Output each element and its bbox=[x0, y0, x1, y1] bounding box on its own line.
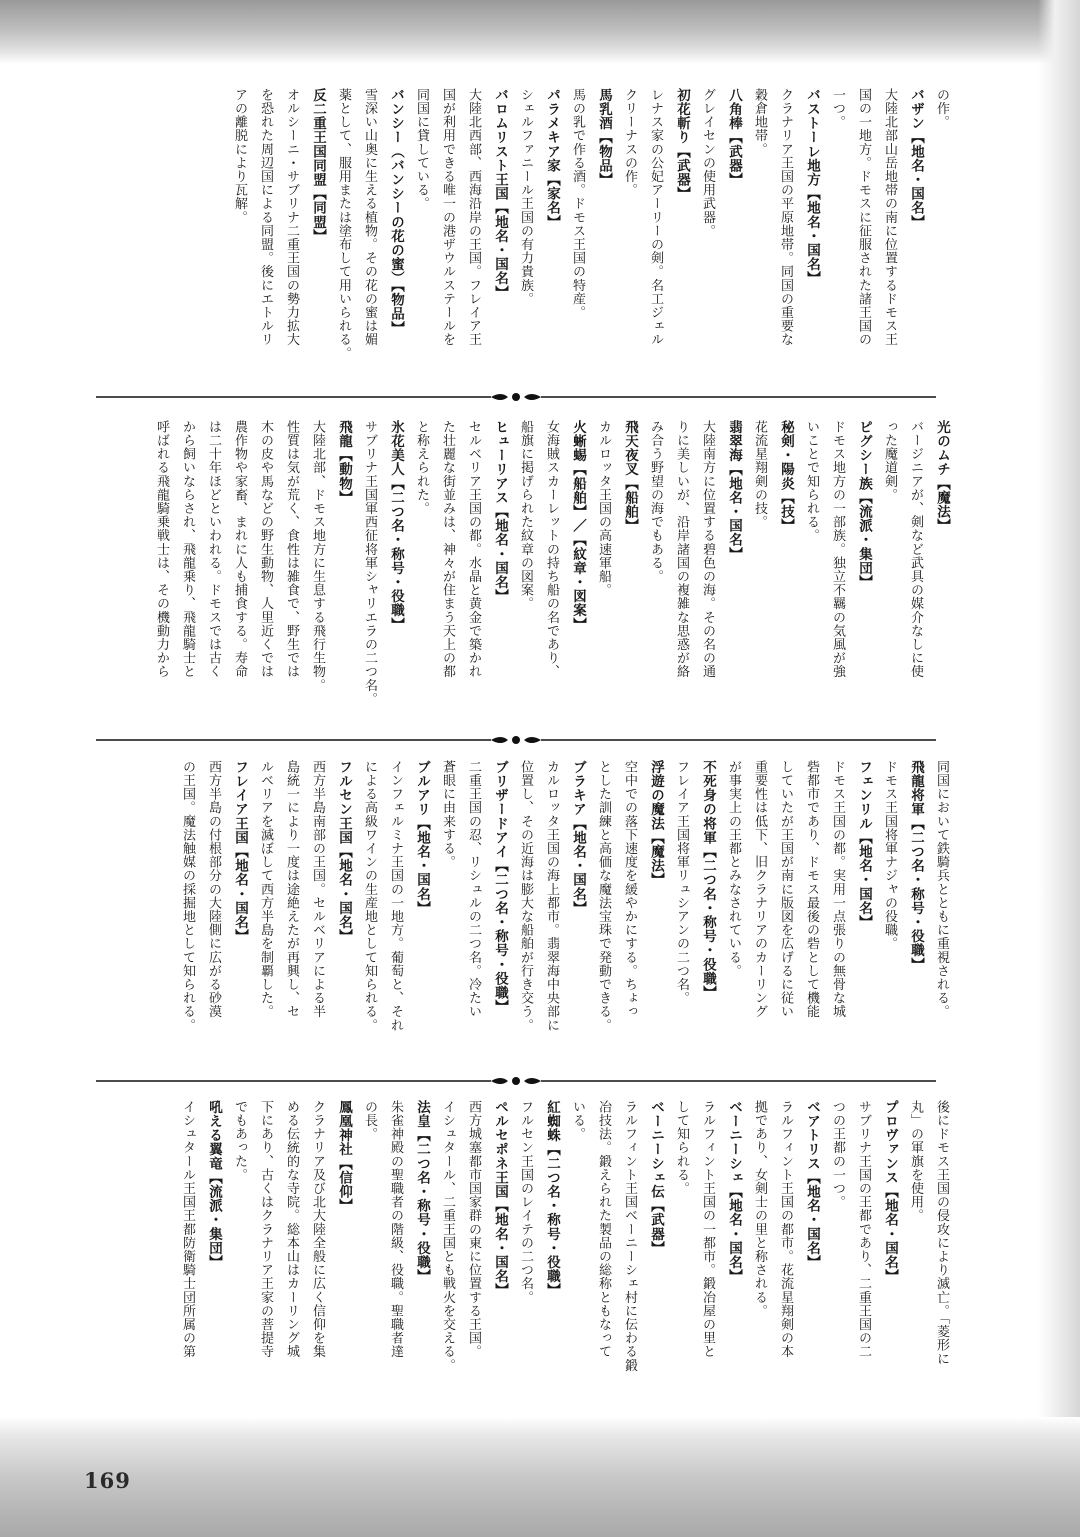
entry-term: 飛天夜叉 bbox=[622, 420, 638, 477]
glossary-entry bbox=[179, 760, 248, 1032]
entry-text-line: セルベリア王国の都。水晶と黄金で築かれ bbox=[466, 420, 481, 679]
entry-text-line: ラルフィント王国の一都市。鍛冶屋の里と bbox=[700, 1100, 715, 1359]
glossary-entry bbox=[933, 760, 950, 1018]
entry-text-line: いる。 bbox=[570, 1100, 585, 1141]
entry-term: フレイア王国 bbox=[232, 760, 248, 845]
entry-term: バストーレ地方 bbox=[804, 88, 820, 187]
entry-term: 秘剣・陽炎 bbox=[778, 420, 794, 491]
glossary-entry bbox=[439, 760, 508, 1018]
glossary-entry bbox=[413, 88, 508, 346]
entry-text-line: ルベリアを滅ぼして西方半島を制覇した。 bbox=[258, 760, 273, 1019]
entry-headline bbox=[569, 760, 586, 1032]
entry-headline bbox=[647, 760, 664, 1032]
entry-text-line: の王国。魔法触媒の採掘地として知られる。 bbox=[180, 760, 195, 1032]
entry-text-line: アの離脱により瓦解。 bbox=[232, 88, 247, 224]
entry-text-line: つの王都の一つ。 bbox=[830, 1100, 845, 1209]
entry-category-tag: 【家名】 bbox=[544, 172, 560, 230]
entry-text-line: 一つ。 bbox=[830, 88, 845, 129]
glossary-entry bbox=[907, 1100, 950, 1366]
glossary-entry bbox=[673, 1100, 742, 1358]
entry-text-line: ラルフィント王国ベーニーシェ村に伝わる鍛 bbox=[622, 1100, 637, 1372]
glossary-entry bbox=[621, 88, 690, 346]
entry-category-tag: 【地名・国名】 bbox=[492, 504, 508, 604]
entry-term: 浮遊の魔法 bbox=[648, 760, 664, 831]
entry-headline bbox=[803, 88, 820, 346]
entry-headline bbox=[699, 760, 716, 1005]
entry-text-line: た壮麗な街並みは、神々が住まう天上の都 bbox=[440, 420, 455, 679]
entry-headline bbox=[803, 1100, 820, 1358]
entry-headline bbox=[205, 1100, 222, 1358]
entry-category-tag: 【地名・国名】 bbox=[414, 816, 430, 916]
entry-term: プロヴァンス bbox=[882, 1100, 898, 1185]
entry-term: 氷花美人 bbox=[388, 420, 404, 477]
entry-category-tag: 【船舶】／【紋章・図案】 bbox=[570, 462, 586, 632]
glossary-entry bbox=[231, 88, 326, 346]
entry-term: 不死身の将軍 bbox=[700, 760, 716, 845]
entry-category-tag: 【動物】 bbox=[336, 448, 352, 505]
entry-headline bbox=[933, 420, 950, 678]
glossary-band-1 bbox=[90, 88, 950, 378]
entry-category-tag: 【地名・国名】 bbox=[726, 1184, 742, 1284]
glossary-entry bbox=[647, 420, 742, 678]
entry-term: ヒューリアス bbox=[492, 420, 508, 505]
glossary-band-2 bbox=[90, 420, 950, 720]
entry-term: フェンリル bbox=[856, 760, 872, 831]
entry-term: パラメキア家 bbox=[544, 88, 560, 173]
entry-headline bbox=[309, 88, 326, 346]
entry-text-line: クリーナスの作。 bbox=[622, 88, 637, 197]
page-number: 169 bbox=[84, 1468, 131, 1493]
entry-text-line: の長。 bbox=[362, 1100, 377, 1141]
entry-category-tag: 【地名・国名】 bbox=[336, 844, 352, 944]
entry-category-tag: 【地名・国名】 bbox=[882, 1184, 898, 1284]
glossary-entry bbox=[751, 1100, 820, 1358]
top-texture bbox=[0, 0, 1080, 64]
entry-text-line: 朱雀神殿の聖職者の階級、役職。聖職者達 bbox=[388, 1100, 403, 1359]
glossary-entry bbox=[257, 760, 352, 1018]
glossary-entry bbox=[751, 88, 820, 346]
entry-category-tag: 【地名・国名】 bbox=[908, 130, 924, 230]
section-divider bbox=[96, 1074, 936, 1088]
entry-text-line: シェルファニール王国の有力貴族。 bbox=[518, 88, 533, 306]
entry-category-tag: 【地名・国名】 bbox=[804, 1170, 820, 1270]
entry-term: 反二重王国同盟 bbox=[310, 88, 326, 187]
entry-headline bbox=[543, 1100, 560, 1304]
glossary-entry bbox=[517, 1100, 560, 1304]
entry-headline bbox=[491, 88, 508, 346]
entry-text-line: オルシーニ・サブリナ二重王国の勢力拡大 bbox=[284, 88, 299, 347]
glossary-entry bbox=[881, 420, 950, 678]
entry-text-line: 大陸北部山岳地帯の南に位置するドモス王 bbox=[882, 88, 897, 347]
entry-text-line: いことで知られる。 bbox=[804, 420, 819, 543]
entry-text-line: は二十年ほどといわれる。ドモスでは古く bbox=[206, 420, 221, 679]
entry-text-line: 国の一地方。ドモスに征服された諸王国の bbox=[856, 88, 871, 347]
entry-text-line: 木の皮や馬などの野生動物、人里近くでは bbox=[258, 420, 273, 679]
glossary-entry bbox=[361, 760, 430, 1032]
glossary-entry bbox=[569, 88, 612, 319]
entry-category-tag: 【同盟】 bbox=[310, 186, 326, 244]
entry-text-line: イシュタール、二重王国とも戦火を交える。 bbox=[440, 1100, 455, 1372]
entry-text-line: 島統一により一度は途絶えたが再興し、セ bbox=[284, 760, 299, 1019]
entry-text-line: カルロッタ王国の高速軍船。 bbox=[596, 420, 611, 597]
glossary-entry bbox=[517, 88, 560, 306]
entry-term: ピグシー族 bbox=[856, 420, 872, 491]
entry-headline bbox=[387, 88, 404, 360]
entry-category-tag: 【武器】 bbox=[726, 130, 742, 187]
entry-text-line: ドモス地方の一部族。独立不羈の気風が強 bbox=[830, 420, 845, 679]
entry-category-tag: 【地名・国名】 bbox=[726, 462, 742, 562]
entry-category-tag: 【地名・国名】 bbox=[856, 830, 872, 930]
entry-term: ベーニーシェ伝 bbox=[648, 1100, 664, 1199]
entry-term: 馬乳酒 bbox=[596, 88, 612, 131]
glossary-entry bbox=[517, 420, 586, 678]
section-divider bbox=[96, 733, 936, 747]
section-divider bbox=[96, 390, 936, 404]
entry-headline bbox=[595, 88, 612, 319]
entry-text-line: 丸」の軍旗を使用。 bbox=[908, 1100, 923, 1223]
entry-category-tag: 【二つ名・称号・役職】 bbox=[388, 476, 404, 632]
entry-category-tag: 【物品】 bbox=[596, 130, 612, 187]
glossary-band-4 bbox=[90, 1100, 950, 1390]
entry-text-line: して知られる。 bbox=[674, 1100, 689, 1196]
entry-text-line: バージニアが、剣など武具の媒介なしに使 bbox=[908, 420, 923, 679]
entry-text-line: 重要性は低下、旧クラナリアのカーリング bbox=[752, 760, 767, 1019]
entry-text-line: を恐れた周辺国による同盟。後にエトルリ bbox=[258, 88, 273, 347]
entry-text-line: カルロッタ王国の海上都市。翡翠海中央部に bbox=[544, 760, 559, 1032]
glossary-band-3 bbox=[90, 760, 950, 1065]
entry-category-tag: 【魔法】 bbox=[934, 476, 950, 533]
right-edge-texture bbox=[1038, 0, 1080, 1537]
entry-category-tag: 【船舶】 bbox=[622, 476, 638, 533]
entry-headline bbox=[491, 760, 508, 1018]
entry-text-line: 空中での落下速度を緩やかにする。ちょっ bbox=[622, 760, 637, 1019]
entry-text-line: 薬として、服用または塗布して用いられる。 bbox=[336, 88, 351, 360]
entry-headline bbox=[855, 420, 872, 678]
entry-text-line: が事実上の王都とみなされている。 bbox=[726, 760, 741, 978]
entry-headline bbox=[413, 1100, 430, 1358]
entry-headline bbox=[725, 420, 742, 678]
entry-headline bbox=[881, 1100, 898, 1358]
entry-category-tag: 【地名・国名】 bbox=[492, 1198, 508, 1298]
entry-term: ベーニーシェ bbox=[726, 1100, 742, 1185]
entry-text-line: 二重王国の忍、リシュルの二つ名。冷たい bbox=[466, 760, 481, 1019]
entry-headline bbox=[621, 420, 638, 597]
entry-text-line: 同国において鉄騎兵とともに重視される。 bbox=[934, 760, 949, 1019]
entry-text-line: 蒼眼に由来する。 bbox=[440, 760, 455, 869]
entry-text-line: と称えられた。 bbox=[414, 420, 429, 516]
entry-text-line: 西方城塞都市国家群の東に位置する王国。 bbox=[466, 1100, 481, 1359]
glossary-entry bbox=[413, 420, 508, 678]
entry-text-line: 西方半島南部の王国。セルベリアによる半 bbox=[310, 760, 325, 1019]
entry-text-line: み合う野望の海でもある。 bbox=[648, 420, 663, 584]
entry-headline bbox=[907, 88, 924, 346]
entry-text-line: 砦都市であり、ドモス最後の砦として機能 bbox=[804, 760, 819, 1019]
entry-headline bbox=[335, 760, 352, 1018]
entry-headline bbox=[231, 760, 248, 1032]
entry-text-line: クラナリア王国の平原地帯。同国の重要な bbox=[778, 88, 793, 347]
entry-headline bbox=[491, 420, 508, 678]
entry-headline bbox=[907, 760, 924, 972]
entry-term: 紅蜘蛛 bbox=[544, 1100, 560, 1143]
glossary-entry bbox=[335, 88, 404, 360]
entry-text-line: 下にあり、古くはクラナリア王家の菩提寺 bbox=[258, 1100, 273, 1359]
entry-term: 飛龍将軍 bbox=[908, 760, 924, 817]
entry-text-line: ドモス王国将軍ナジャの役職。 bbox=[882, 760, 897, 951]
entry-term: 光のムチ bbox=[934, 420, 950, 477]
glossary-entry bbox=[699, 88, 742, 238]
glossary-entry bbox=[361, 420, 404, 706]
glossary-entry bbox=[569, 1100, 664, 1372]
entry-text-line: 位置し、その近海は膨大な船舶が行き交う。 bbox=[518, 760, 533, 1032]
entry-text-line: 雪深い山奥に生える植物。その花の蜜は媚 bbox=[362, 88, 377, 347]
entry-headline bbox=[335, 1100, 352, 1358]
entry-category-tag: 【流派・集団】 bbox=[206, 1170, 222, 1270]
entry-term: 八角棒 bbox=[726, 88, 742, 131]
entry-text-line: りに美しいが、沿岸諸国の複雑な思惑が絡 bbox=[674, 420, 689, 679]
entry-headline bbox=[335, 420, 352, 692]
entry-headline bbox=[569, 420, 586, 678]
glossary-entry bbox=[595, 420, 638, 597]
entry-headline bbox=[725, 1100, 742, 1358]
glossary-entry bbox=[595, 760, 664, 1032]
entry-text-line: 同国に貸している。 bbox=[414, 88, 429, 211]
entry-text-line: レナス家の公妃アーリーの剣。名工ジェル bbox=[648, 88, 663, 347]
entry-term: バンシー（バンシーの花の蜜） bbox=[388, 88, 404, 286]
glossary-entry bbox=[439, 1100, 508, 1372]
entry-term: バザン bbox=[908, 88, 924, 131]
entry-category-tag: 【流派・集団】 bbox=[856, 490, 872, 590]
entry-text-line: 穀倉地帯。 bbox=[752, 88, 767, 156]
entry-text-line: 馬の乳で作る酒。ドモス王国の特産。 bbox=[570, 88, 585, 320]
entry-text-line: フルセン王国のレイテの二つ名。 bbox=[518, 1100, 533, 1304]
entry-text-line: 大陸南方に位置する碧色の海。その名の通 bbox=[700, 420, 715, 679]
entry-category-tag: 【魔法】 bbox=[648, 830, 664, 887]
entry-term: 翡翠海 bbox=[726, 420, 742, 463]
entry-headline bbox=[725, 88, 742, 238]
entry-text-line: 農作物や家畜、まれに人も捕食する。寿命 bbox=[232, 420, 247, 679]
entry-category-tag: 【二つ名・称号・役職】 bbox=[414, 1128, 430, 1284]
entry-term: 火蜥蜴 bbox=[570, 420, 586, 463]
bottom-texture bbox=[0, 1417, 1080, 1537]
entry-term: 飛龍 bbox=[336, 420, 352, 449]
entry-text-line: 拠であり、女剣士の里と称される。 bbox=[752, 1100, 767, 1318]
glossary-entry bbox=[803, 420, 872, 678]
entry-term: ブルアリ bbox=[414, 760, 430, 817]
entry-text-line: 船旗に掲げられた紋章の図案。 bbox=[518, 420, 533, 611]
entry-category-tag: 【地名・国名】 bbox=[492, 200, 508, 300]
entry-category-tag: 【二つ名・称号・役職】 bbox=[908, 816, 924, 972]
entry-text-line: インフェルミナ王国の一地方。葡萄と、それ bbox=[388, 760, 403, 1032]
entry-headline bbox=[855, 760, 872, 1018]
entry-text-line: 後にドモス王国の侵攻により滅亡。「菱形に bbox=[934, 1100, 949, 1366]
entry-text-line: 呼ばれる飛龍騎乗戦士は、その機動力から bbox=[154, 420, 169, 679]
glossary-entry bbox=[725, 760, 872, 1018]
entry-term: ブリザードアイ bbox=[492, 760, 508, 859]
entry-headline bbox=[673, 88, 690, 346]
entry-category-tag: 【技】 bbox=[778, 490, 794, 533]
entry-text-line: でもあった。 bbox=[232, 1100, 247, 1182]
glossary-entry bbox=[829, 88, 924, 346]
entry-term: ブラキア bbox=[570, 760, 586, 817]
glossary-entry bbox=[751, 420, 794, 533]
glossary-entry bbox=[231, 1100, 352, 1358]
entry-text-line: 花流星翔剣の技。 bbox=[752, 420, 767, 529]
entry-term: 法皇 bbox=[414, 1100, 430, 1129]
entry-text-line: 大陸北西部、西海沿岸の王国。フレイア王 bbox=[466, 88, 481, 347]
entry-text-line: める伝統的な寺院。総本山はカーリング城 bbox=[284, 1100, 299, 1359]
entry-text-line: していたが王国が南に版図を広げるに従い bbox=[778, 760, 793, 1019]
entry-category-tag: 【地名・国名】 bbox=[570, 816, 586, 916]
entry-term: 吼える翼竜 bbox=[206, 1100, 222, 1171]
glossary-entry bbox=[881, 760, 924, 972]
entry-text-line: サブリナ王国の王都であり、二重王国の二 bbox=[856, 1100, 871, 1359]
entry-headline bbox=[543, 88, 560, 306]
glossary-entry bbox=[153, 420, 352, 692]
entry-term: 鳳凰神社 bbox=[336, 1100, 352, 1157]
glossary-entry bbox=[673, 760, 716, 1005]
entry-text-line: イシュタール王国王都防衛騎士団所属の第 bbox=[180, 1100, 195, 1359]
glossary-entry bbox=[933, 88, 950, 129]
entry-term: ベアトリス bbox=[804, 1100, 820, 1171]
entry-term: 初花斬り bbox=[674, 88, 690, 145]
entry-text-line: った魔道剣。 bbox=[882, 420, 897, 502]
glossary-entry bbox=[829, 1100, 898, 1358]
entry-category-tag: 【二つ名・称号・役職】 bbox=[700, 844, 716, 1000]
entry-text-line: とした訓練と高価な魔法宝珠で発動できる。 bbox=[596, 760, 611, 1032]
entry-text-line: サブリナ王国軍西征将軍シャリエラの二つ名。 bbox=[362, 420, 377, 706]
entry-text-line: ドモス王国の都。実用一点張りの無骨な城 bbox=[830, 760, 845, 1019]
entry-text-line: クラナリア及び北大陸全般に広く信仰を集 bbox=[310, 1100, 325, 1359]
entry-category-tag: 【地名・国名】 bbox=[804, 186, 820, 286]
entry-text-line: による高級ワインの生産地として知られる。 bbox=[362, 760, 377, 1032]
entry-headline bbox=[413, 760, 430, 1032]
entry-text-line: 国が利用できる唯一の港ザウルステールを bbox=[440, 88, 455, 347]
entry-category-tag: 【信仰】 bbox=[336, 1156, 352, 1213]
entry-category-tag: 【二つ名・称号・役職】 bbox=[492, 858, 508, 1014]
entry-category-tag: 【地名・国名】 bbox=[232, 844, 248, 944]
glossary-entry bbox=[361, 1100, 430, 1358]
entry-headline bbox=[647, 1100, 664, 1372]
entry-term: フルセン王国 bbox=[336, 760, 352, 845]
entry-text-line: フレイア王国将軍リュシアンの二つ名。 bbox=[674, 760, 689, 1005]
entry-category-tag: 【物品】 bbox=[388, 285, 404, 336]
entry-text-line: 大陸北部、ドモス地方に生息する飛行生物。 bbox=[310, 420, 325, 692]
entry-text-line: 西方半島の付根部分の大陸側に広がる砂漠 bbox=[206, 760, 221, 1019]
entry-text-line: グレイセンの使用武器。 bbox=[700, 88, 715, 238]
entry-text-line: の作。 bbox=[934, 88, 949, 129]
entry-text-line: から飼いならされ、飛龍乗り、飛龍騎士と bbox=[180, 420, 195, 679]
entry-headline bbox=[387, 420, 404, 706]
entry-term: バロムリスト王国 bbox=[492, 88, 508, 201]
entry-headline bbox=[777, 420, 794, 533]
entry-text-line: 冶技法。鍛えられた製品の総称ともなって bbox=[596, 1100, 611, 1359]
glossary-entry bbox=[517, 760, 586, 1032]
entry-headline bbox=[491, 1100, 508, 1372]
entry-text-line: ラルフィント王国の都市。花流星翔剣の本 bbox=[778, 1100, 793, 1359]
entry-category-tag: 【武器】 bbox=[648, 1198, 664, 1256]
entry-category-tag: 【二つ名・称号・役職】 bbox=[544, 1142, 560, 1298]
entry-category-tag: 【武器】 bbox=[674, 144, 690, 201]
entry-text-line: 女海賊スカーレットの持ち船の名であり、 bbox=[544, 420, 559, 679]
entry-term: ペルセポネ王国 bbox=[492, 1100, 508, 1199]
glossary-entry bbox=[179, 1100, 222, 1358]
entry-text-line: 性質は気が荒く、食性は雑食で、野生では bbox=[284, 420, 299, 679]
